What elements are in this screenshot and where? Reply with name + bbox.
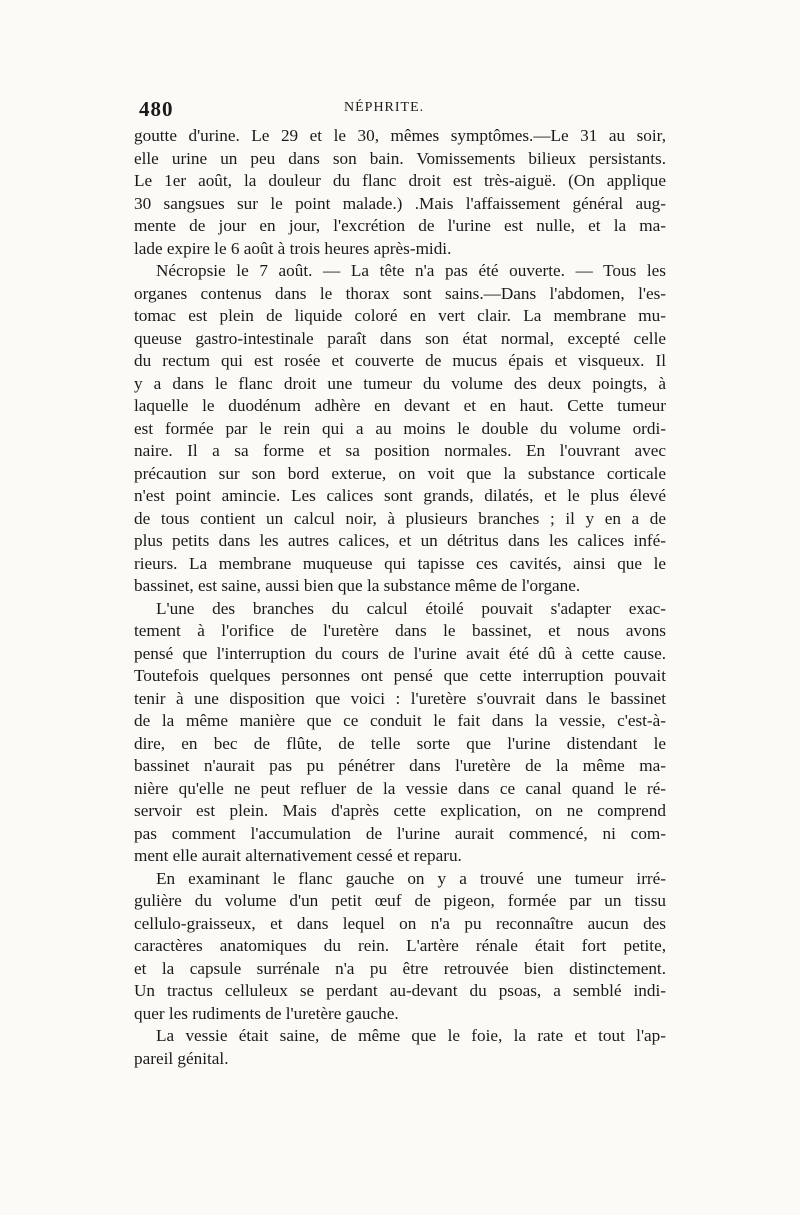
text-line: laquelle le duodénum adhère en devant et en haut. Cette tumeur [134,396,666,415]
text-line: mente de jour en jour, l'excrétion de l'urine est nulle, et la ma- [134,216,666,235]
text-line: y a dans le flanc droit une tumeur du volume des deux poingts, à [134,373,666,393]
text-line: quer les rudiments de l'uretère gauche. [134,1003,399,1023]
text-line: de tous contient un calcul noir, à plusieurs branches ; il y en a de [134,508,666,528]
text-line: n'est point amincie. Les calices sont grands, dilatés, et le plus élevé [134,486,666,505]
text-line: elle urine un peu dans son bain. Vomissements bilieux persistants. [134,148,666,168]
text-line: nière qu'elle ne peut refluer de la vessie dans ce canal quand le ré- [134,778,666,798]
page-number: 480 [139,97,174,121]
text-line: tenir à une disposition que voici : l'uretère s'ouvrait dans le bassinet [134,688,666,708]
text-line: queuse gastro-intestinale paraît dans son état normal, excepté celle [134,328,666,348]
text-line: gulière du volume d'un petit œuf de pigeon, formée par un tissu [134,891,666,910]
text-line: pareil génital. [134,1048,229,1068]
body-text [134,125,666,1070]
text-line: naire. Il a sa forme et sa position normales. En l'ouvrant avec [134,441,666,460]
text-line: L'une des branches du calcul étoilé pouvait s'adapter exac- [156,598,666,618]
text-line: de la même manière que ce conduit le fait dans la vessie, c'est-à- [134,711,666,730]
text-line: ment elle aurait alternativement cessé et reparu. [134,846,462,865]
text-line: tomac est plein de liquide coloré en vert clair. La membrane mu- [134,306,666,325]
text-line: cellulo-graisseux, et dans lequel on n'a pu reconnaître aucun des [134,913,666,933]
text-line: Toutefois quelques personnes ont pensé que cette interruption pouvait [134,666,666,685]
text-line: goutte d'urine. Le 29 et le 30, mêmes symptômes.—Le 31 au soir, [134,126,666,145]
text-line: Un tractus celluleux se perdant au-devant du psoas, a semblé indi- [134,981,666,1000]
text-line: et la capsule surrénale n'a pu être retrouvée bien distinctement. [134,958,666,978]
text-line: pas comment l'accumulation de l'urine aurait commencé, ni com- [134,823,666,843]
text-line: dire, en bec de flûte, de telle sorte que l'urine distendant le [134,733,666,753]
page-header [139,97,667,125]
text-line: pensé que l'interruption du cours de l'urine avait été dû à cette cause. [134,643,666,663]
text-line: 30 sangsues sur le point malade.) .Mais l'affaissement général aug- [134,193,666,213]
text-line: rieurs. La membrane muqueuse qui tapisse ces cavités, ainsi que le [134,553,666,573]
text-line: précaution sur son bord exterue, on voit que la substance corticale [134,463,666,483]
text-line: caractères anatomiques du rein. L'artère rénale était fort petite, [134,936,666,955]
text-line: La vessie était saine, de même que le foie, la rate et tout l'ap- [156,1026,666,1045]
text-line: plus petits dans les autres calices, et un détritus dans les calices infé- [134,531,666,550]
text-line: lade expire le 6 août à trois heures après-midi. [134,238,452,258]
text-line: bassinet n'aurait pas pu pénétrer dans l'uretère de la même ma- [134,756,666,775]
text-line: organes contenus dans le thorax sont sains.—Dans l'abdomen, l'es- [134,283,666,303]
text-line: est formée par le rein qui a au moins le double du volume ordi- [134,418,666,438]
text-line: tement à l'orifice de l'uretère dans le bassinet, et nous avons [134,621,666,640]
text-line: servoir est plein. Mais d'après cette explication, on ne comprend [134,801,666,820]
text-line: Le 1er août, la douleur du flanc droit est très-aiguë. (On applique [134,171,666,190]
text-line: bassinet, est saine, aussi bien que la substance même de l'organe. [134,576,581,595]
text-line: En examinant le flanc gauche on y a trouvé une tumeur irré- [156,868,666,888]
text-line: Nécropsie le 7 août. — La tête n'a pas été ouverte. — Tous les [156,261,666,280]
text-line: du rectum qui est rosée et couverte de mucus épais et visqueux. Il [134,351,666,370]
running-title: NÉPHRITE. [344,100,425,115]
